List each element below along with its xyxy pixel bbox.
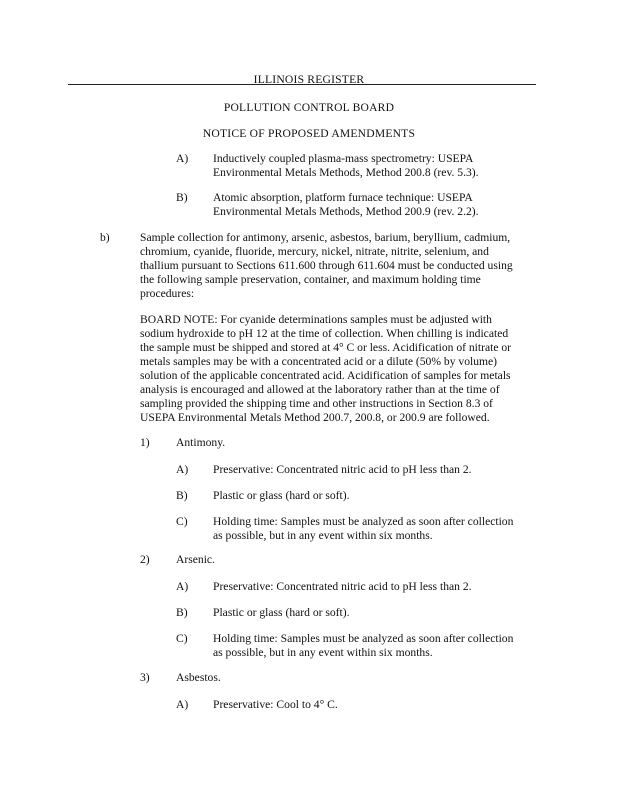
header-rule xyxy=(68,84,536,85)
text-line: Holding time: Samples must be analyzed as soon after collection xyxy=(213,632,514,645)
text-line: sampling provided the shipping time and other instructions in Section 8.3 of xyxy=(140,397,493,410)
text-line: solution of the applicable concentrated acid. Acidification of samples for metals xyxy=(140,369,511,382)
sub-text xyxy=(213,489,350,503)
text-line: Plastic or glass (hard or soft). xyxy=(213,606,350,619)
text-line: Preservative: Concentrated nitric acid to pH less than 2. xyxy=(213,580,472,593)
sub-text xyxy=(213,606,350,620)
method-text xyxy=(213,152,479,180)
text-line: as possible, but in any event within six months. xyxy=(213,529,433,542)
text-line: sodium hydroxide to pH 12 at the time of collection. When chilling is indicated xyxy=(140,327,509,340)
text-line: thallium pursuant to Sections 611.600 through 611.604 must be conducted using xyxy=(140,259,513,272)
method-text xyxy=(213,191,479,219)
text-line: Atomic absorption, platform furnace technique: USEPA xyxy=(213,191,473,204)
text-line: BOARD NOTE: For cyanide determinations samples must be adjusted with xyxy=(140,313,492,326)
text-line: Preservative: Cool to 4° C. xyxy=(213,698,338,711)
sub-label: C) xyxy=(176,515,188,528)
text-line: procedures: xyxy=(140,287,195,300)
sub-label: A) xyxy=(176,698,189,711)
sub-text xyxy=(213,580,472,594)
text-line: the sample must be shipped and stored at 4° C or less. Acidification of nitrate or xyxy=(140,341,512,354)
method-label: B) xyxy=(176,191,188,204)
text-line: Holding time: Samples must be analyzed as soon after collection xyxy=(213,515,514,528)
text-line: Inductively coupled plasma-mass spectrometry: USEPA xyxy=(213,152,474,165)
notice-title: NOTICE OF PROPOSED AMENDMENTS xyxy=(202,127,416,140)
text-line: Environmental Metals Methods, Method 200.9 (rev. 2.2). xyxy=(213,205,479,218)
item-number: 2) xyxy=(140,553,150,566)
text-line: Environmental Metals Methods, Method 200.8 (rev. 5.3). xyxy=(213,166,479,179)
text-line: chromium, cyanide, fluoride, mercury, nickel, nitrate, nitrite, selenium, and xyxy=(140,245,489,258)
sub-label: B) xyxy=(176,606,188,619)
text-line: Preservative: Concentrated nitric acid to pH less than 2. xyxy=(213,463,472,476)
text-line: as possible, but in any event within six months. xyxy=(213,646,433,659)
item-title: Antimony. xyxy=(176,436,226,449)
text-line: metals samples may be with a concentrated acid or a dilute (50% by volume) xyxy=(140,355,498,368)
register-title: ILLINOIS REGISTER xyxy=(253,73,365,86)
item-number: 3) xyxy=(140,671,150,684)
item-title: Asbestos. xyxy=(176,671,221,684)
sub-label: B) xyxy=(176,489,188,502)
method-label: A) xyxy=(176,152,189,165)
text-line: analysis is encouraged and allowed at the laboratory rather than at the time of xyxy=(140,383,500,396)
sub-text xyxy=(213,698,338,712)
section-label: b) xyxy=(100,231,110,244)
text-line: USEPA Environmental Metals Method 200.7, 200.8, or 200.9 are followed. xyxy=(140,411,490,424)
text-line: Sample collection for antimony, arsenic, asbestos, barium, beryllium, cadmium, xyxy=(140,231,511,244)
sub-label: C) xyxy=(176,632,188,645)
sub-text xyxy=(213,515,513,543)
sub-label: A) xyxy=(176,580,189,593)
board-title: POLLUTION CONTROL BOARD xyxy=(223,101,395,114)
section-b-paragraph xyxy=(140,231,513,301)
sub-text xyxy=(213,632,513,660)
text-line: Plastic or glass (hard or soft). xyxy=(213,489,350,502)
item-number: 1) xyxy=(140,436,150,449)
sub-text xyxy=(213,463,472,477)
text-line: the following sample preservation, container, and maximum holding time xyxy=(140,273,481,286)
board-note xyxy=(140,313,511,425)
item-title: Arsenic. xyxy=(176,553,215,566)
sub-label: A) xyxy=(176,463,189,476)
